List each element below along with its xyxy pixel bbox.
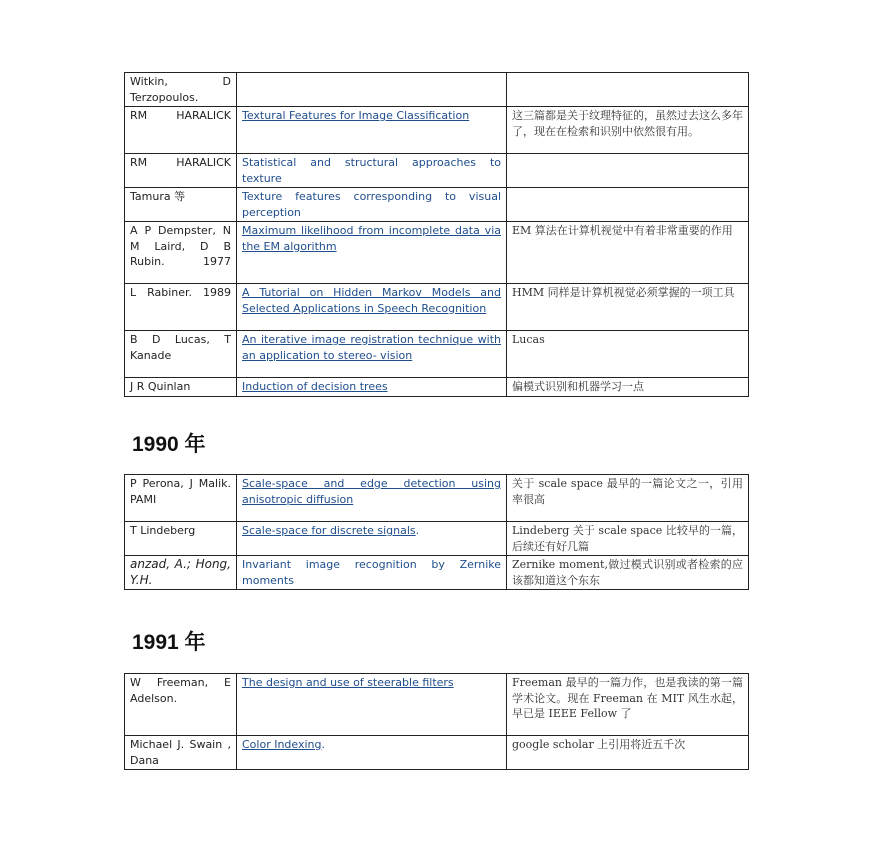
author-cell: J R Quinlan [125, 378, 237, 397]
references-table-1989 [124, 72, 749, 397]
note-cell [507, 154, 749, 188]
note-cell: 偏模式识别和机器学习一点 [507, 378, 749, 397]
table-row [125, 107, 749, 154]
table-row [125, 522, 749, 556]
title-cell [237, 674, 507, 736]
author-cell: anzad, A.; Hong, Y.H. [125, 556, 237, 590]
note-cell: 关于 scale space 最早的一篇论文之一，引用率很高 [507, 475, 749, 522]
paper-link[interactable]: Maximum likelihood from incomplete data via the EM algorithm [242, 224, 501, 253]
table-row [125, 674, 749, 736]
author-cell: Tamura 等 [125, 188, 237, 222]
note-cell: Zernike moment,做过模式识别或者检索的应该都知道这个东东 [507, 556, 749, 590]
table-row [125, 378, 749, 397]
title-cell [237, 107, 507, 154]
note-cell: EM 算法在计算机视觉中有着非常重要的作用 [507, 222, 749, 284]
references-table-1990 [124, 474, 749, 590]
table-row [125, 556, 749, 590]
year-heading-1990: 1990 年 [132, 433, 206, 456]
paper-link[interactable]: The design and use of steerable filters [242, 676, 454, 689]
note-cell: HMM 同样是计算机视觉必须掌握的一项工具 [507, 284, 749, 331]
note-cell [507, 73, 749, 107]
table-row [125, 73, 749, 107]
title-cell [237, 331, 507, 378]
author-cell: Witkin, D Terzopoulos. [125, 73, 237, 107]
paper-link[interactable]: Textural Features for Image Classification [242, 109, 470, 122]
title-cell [237, 378, 507, 397]
table-row [125, 222, 749, 284]
paper-link[interactable]: Statistical and structural approaches to texture [242, 156, 501, 185]
year-heading-1991: 1991 年 [132, 631, 206, 654]
table-row [125, 154, 749, 188]
author-cell: P Perona, J Malik. PAMI [125, 475, 237, 522]
paper-link[interactable]: Texture features corresponding to visual perception [242, 190, 501, 219]
author-cell: T Lindeberg [125, 522, 237, 556]
paper-link[interactable]: Scale-space for discrete signals [242, 524, 416, 537]
title-cell [237, 222, 507, 284]
author-cell: B D Lucas, T Kanade [125, 331, 237, 378]
title-suffix: . [415, 524, 420, 537]
note-cell: Lucas [507, 331, 749, 378]
author-cell: W Freeman, E Adelson. [125, 674, 237, 736]
title-cell [237, 556, 507, 590]
paper-link[interactable]: Induction of decision trees [242, 380, 388, 393]
paper-link[interactable]: Invariant image recognition by Zernike moments [242, 558, 501, 587]
references-table-1991 [124, 673, 749, 770]
title-cell [237, 284, 507, 331]
paper-link[interactable]: An iterative image registration technique with an application to stereo- vision [242, 333, 501, 362]
paper-link[interactable]: Scale-space and edge detection using anisotropic diffusion [242, 477, 501, 506]
paper-link[interactable]: A Tutorial on Hidden Markov Models and Selected Applications in Speech Recognition [242, 286, 501, 315]
title-cell [237, 73, 507, 107]
note-cell: 这三篇都是关于纹理特征的，虽然过去这么多年了，现在在检索和识别中依然很有用。 [507, 107, 749, 154]
note-cell: Freeman 最早的一篇力作，也是我读的第一篇学术论文。现在 Freeman 在 MIT 风生水起，早已是 IEEE Fellow 了 [507, 674, 749, 736]
title-suffix: . [321, 738, 326, 751]
table-row [125, 284, 749, 331]
author-cell: L Rabiner. 1989 [125, 284, 237, 331]
author-cell: A P Dempster, N M Laird, D B Rubin. 1977 [125, 222, 237, 284]
note-cell [507, 188, 749, 222]
note-cell: google scholar 上引用将近五千次 [507, 736, 749, 770]
title-cell [237, 736, 507, 770]
table-row [125, 188, 749, 222]
table-row [125, 736, 749, 770]
author-cell: Michael J. Swain , Dana [125, 736, 237, 770]
table-row [125, 475, 749, 522]
note-cell: Lindeberg 关于 scale space 比较早的一篇，后续还有好几篇 [507, 522, 749, 556]
author-cell: RM HARALICK [125, 154, 237, 188]
title-cell [237, 475, 507, 522]
author-cell: RM HARALICK [125, 107, 237, 154]
paper-link[interactable]: Color Indexing [242, 738, 322, 751]
title-cell [237, 188, 507, 222]
title-cell [237, 522, 507, 556]
table-row [125, 331, 749, 378]
title-cell [237, 154, 507, 188]
